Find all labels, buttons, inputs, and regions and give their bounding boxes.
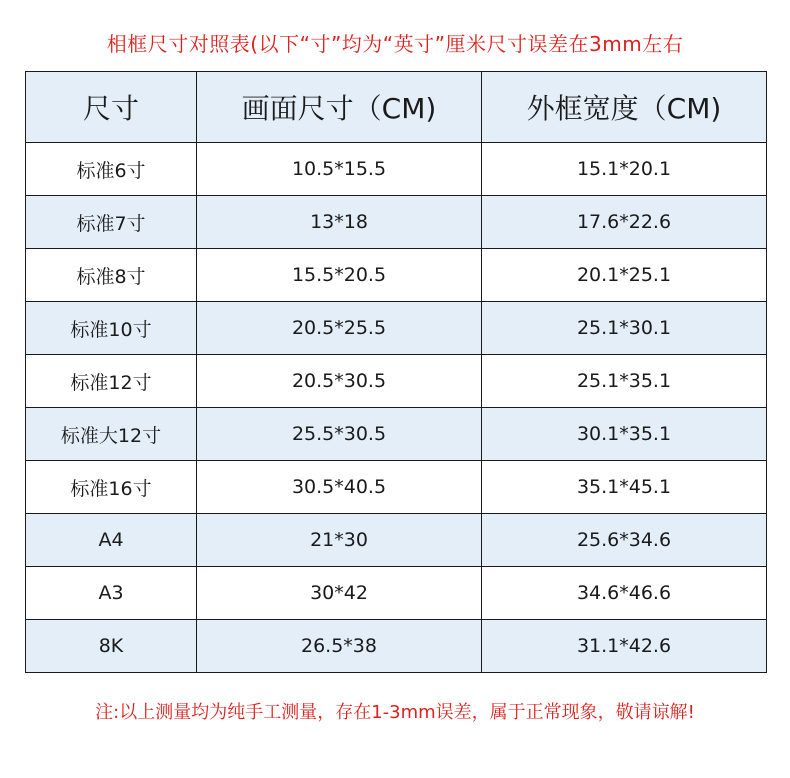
table-row: [26, 249, 767, 302]
cell-frame-size: 34.6*46.6: [482, 567, 767, 620]
table-header-row: [26, 72, 767, 143]
cell-frame-size: 30.1*35.1: [482, 408, 767, 461]
table-row: [26, 461, 767, 514]
cell-size-name: 标准8寸: [26, 249, 197, 302]
cell-frame-size: 17.6*22.6: [482, 196, 767, 249]
cell-frame-size: 25.1*35.1: [482, 355, 767, 408]
cell-size-name: 标准10寸: [26, 302, 197, 355]
cell-picture-size: 13*18: [197, 196, 482, 249]
cell-picture-size: 25.5*30.5: [197, 408, 482, 461]
cell-picture-size: 30.5*40.5: [197, 461, 482, 514]
cell-size-name: 8K: [26, 620, 197, 673]
cell-size-name: A4: [26, 514, 197, 567]
cell-frame-size: 25.6*34.6: [482, 514, 767, 567]
table-row: [26, 620, 767, 673]
header-frame-size: 外框宽度（CM): [482, 72, 767, 143]
cell-picture-size: 21*30: [197, 514, 482, 567]
cell-picture-size: 20.5*30.5: [197, 355, 482, 408]
table-row: [26, 355, 767, 408]
cell-size-name: A3: [26, 567, 197, 620]
cell-frame-size: 35.1*45.1: [482, 461, 767, 514]
table-row: [26, 302, 767, 355]
table-row: [26, 143, 767, 196]
table-row: [26, 567, 767, 620]
size-comparison-table: [25, 71, 767, 673]
measurement-note: 注:以上测量均为纯手工测量，存在1-3mm误差，属于正常现象，敬请谅解!: [95, 702, 695, 723]
table-row: [26, 408, 767, 461]
cell-frame-size: 15.1*20.1: [482, 143, 767, 196]
cell-size-name: 标准12寸: [26, 355, 197, 408]
cell-picture-size: 30*42: [197, 567, 482, 620]
cell-frame-size: 25.1*30.1: [482, 302, 767, 355]
cell-size-name: 标准6寸: [26, 143, 197, 196]
cell-frame-size: 20.1*25.1: [482, 249, 767, 302]
cell-picture-size: 26.5*38: [197, 620, 482, 673]
cell-picture-size: 15.5*20.5: [197, 249, 482, 302]
cell-picture-size: 20.5*25.5: [197, 302, 482, 355]
cell-size-name: 标准大12寸: [26, 408, 197, 461]
table-row: [26, 514, 767, 567]
cell-size-name: 标准16寸: [26, 461, 197, 514]
header-size: 尺寸: [26, 72, 197, 143]
page-title: 相框尺寸对照表(以下“寸”均为“英寸”厘米尺寸误差在3mm左右: [106, 32, 684, 56]
cell-picture-size: 10.5*15.5: [197, 143, 482, 196]
header-picture-size: 画面尺寸（CM): [197, 72, 482, 143]
table-row: [26, 196, 767, 249]
cell-size-name: 标准7寸: [26, 196, 197, 249]
cell-frame-size: 31.1*42.6: [482, 620, 767, 673]
